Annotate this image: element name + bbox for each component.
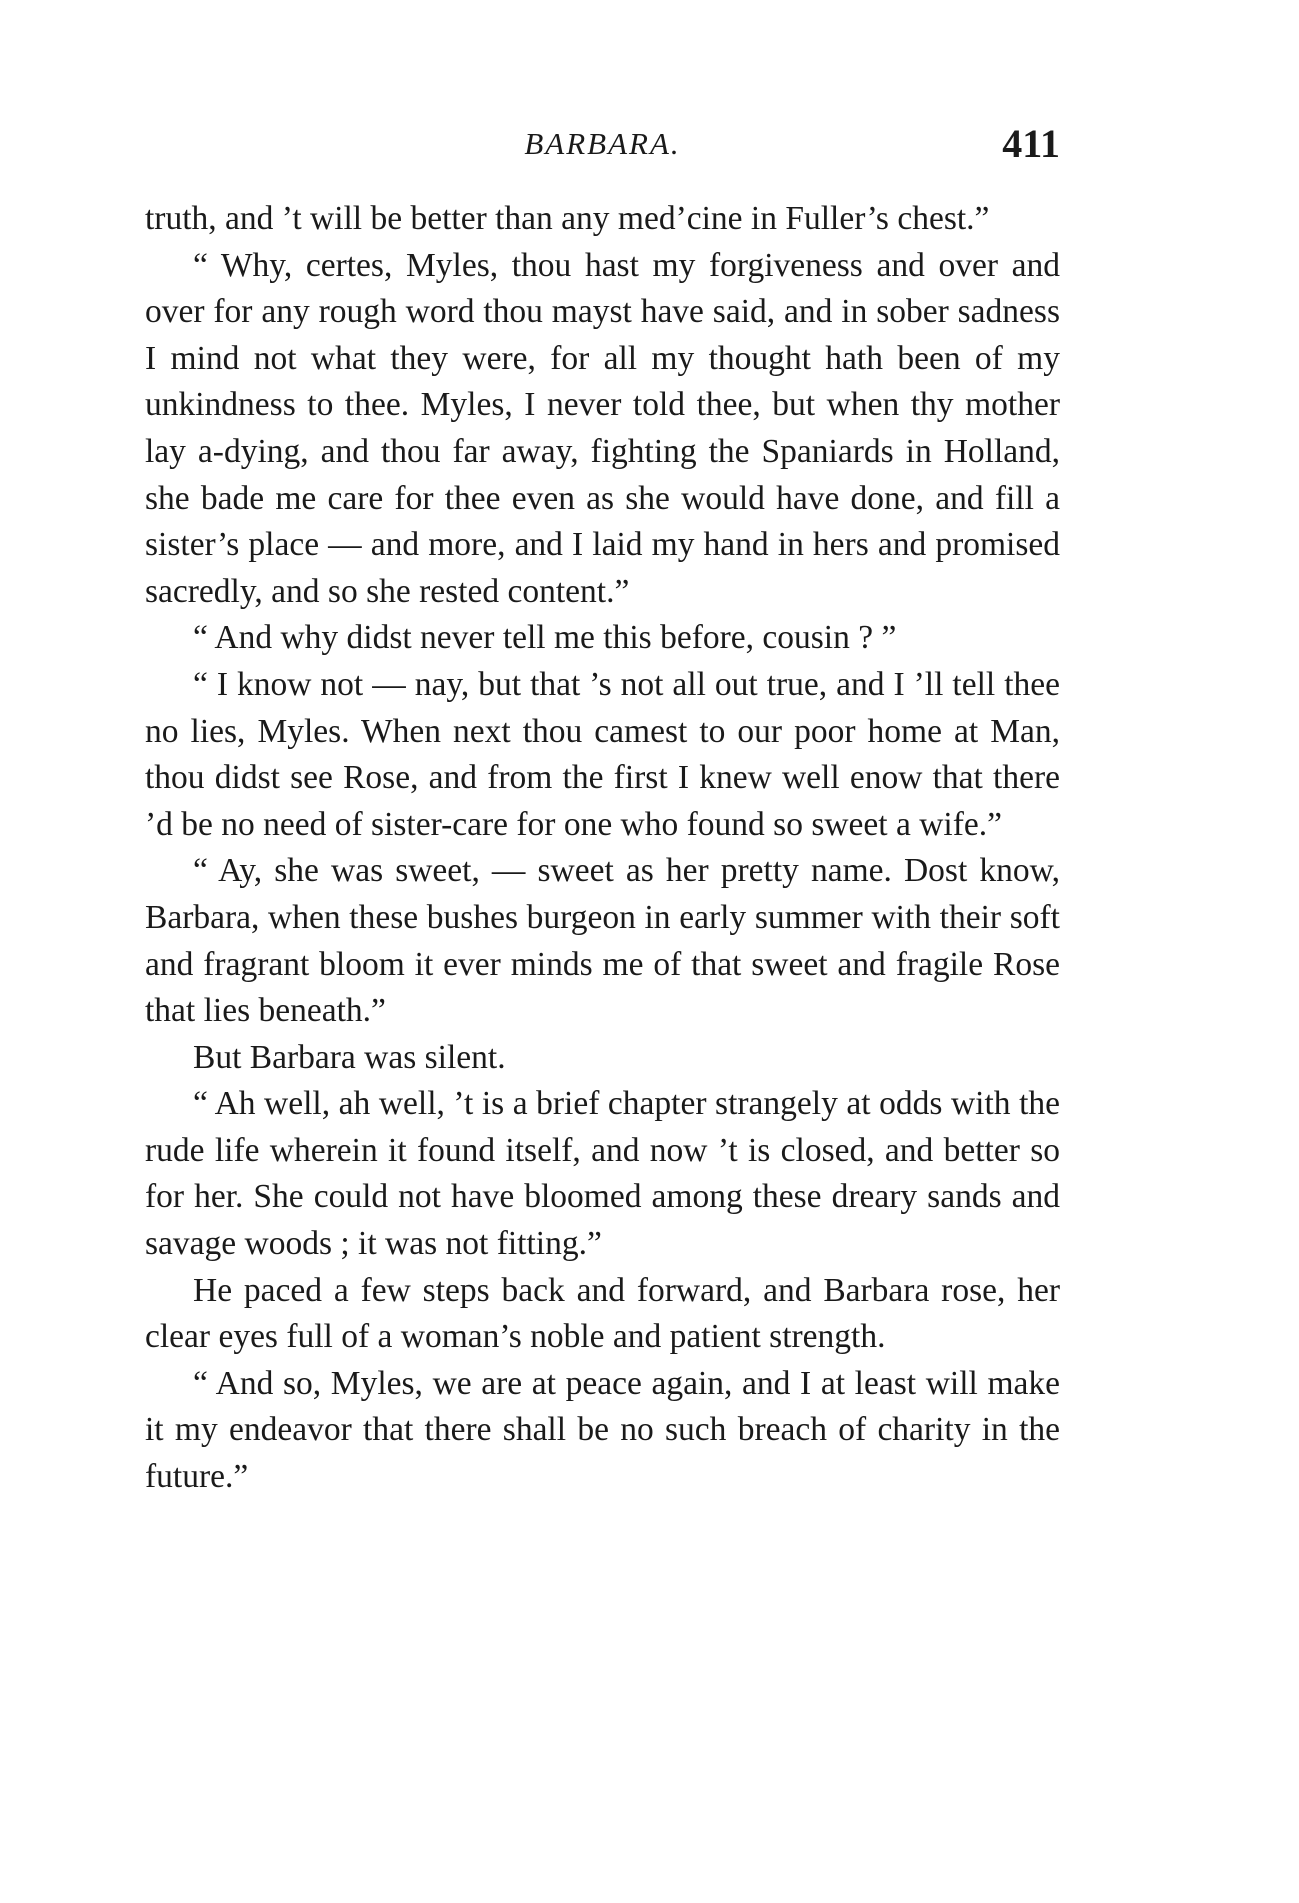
- body-text: [145, 196, 1060, 1501]
- paragraph: “ Why, certes, Myles, thou hast my forgiveness and over and over for any rough word thou mayst have said, and in sober sadness I mind not what they were, for all my thought hath been of my unkindness to thee. Myles, I never told thee, but when thy mother lay a-dying, and thou far away, fighting the Spaniards in Holland, she bade me care for thee even as she would have done, and fill a sister’s place — and more, and I laid my hand in hers and promised sacredly, and so she rested content.”: [145, 246, 1060, 610]
- page-number: 411: [1002, 121, 1060, 166]
- paragraph: “ Ah well, ah well, ’t is a brief chapter strangely at odds with the rude life wherein it found itself, and now ’t is closed, and better so for her. She could not have bloomed among these dreary sands and savage woods ; it was not fitting.”: [145, 1085, 1060, 1263]
- paragraph: “ I know not — nay, but that ’s not all out true, and I ’ll tell thee no lies, Myles. When next thou camest to our poor home at Man, thou didst see Rose, and from the first I knew well enow that there ’d be no need of sister-care for one who found so sweet a wife.”: [145, 665, 1060, 843]
- paragraph: He paced a few steps back and forward, and Barbara rose, her clear eyes full of a woman’s noble and patient strength.: [145, 1271, 1060, 1356]
- page-header: [145, 120, 1060, 180]
- paragraph: But Barbara was silent.: [193, 1038, 506, 1076]
- paragraph: “ And why didst never tell me this before, cousin ? ”: [193, 619, 897, 657]
- paragraph: “ And so, Myles, we are at peace again, and I at least will make it my endeavor that there shall be no such breach of charity in the future.”: [145, 1364, 1060, 1496]
- running-head: BARBARA.: [524, 126, 681, 161]
- paragraph: “ Ay, she was sweet, — sweet as her pretty name. Dost know, Barbara, when these bushes burgeon in early summer with their soft and fragrant bloom it ever minds me of that sweet and fragile Rose that lies beneath.”: [145, 852, 1060, 1030]
- paragraph-continuation: truth, and ’t will be better than any med’cine in Fuller’s chest.”: [145, 200, 990, 237]
